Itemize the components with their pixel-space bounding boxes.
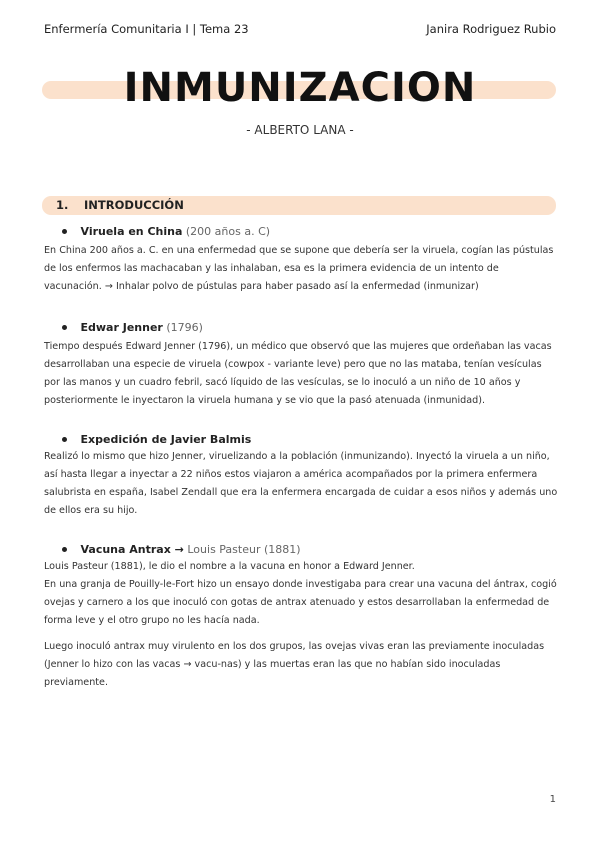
paragraph-block	[44, 558, 558, 692]
paragraph: Tiempo después Edward Jenner (1796), un médico que observó que las mujeres que ordeñaban las vacas desarrollaban una especie de viruela (cowpox - variante leve) pero que no las mataba, tenían vesículas por las manos y un cuadro febril, sacó líquido de las vesículas, se lo inoculó a un niño de 10 años y posteriormente le inyectaron la viruela humana y se vio que la pasó atenuada (inmunidad).	[44, 341, 552, 406]
bullet-note: Louis Pasteur (1881)	[187, 543, 301, 556]
paragraph-block	[44, 242, 558, 296]
section-heading	[56, 198, 184, 212]
author-name: Janira Rodriguez Rubio	[426, 22, 556, 36]
bullet-title: Viruela en China	[80, 225, 183, 238]
course-label: Enfermería Comunitaria I | Tema 23	[44, 22, 249, 36]
page-header	[44, 22, 556, 40]
bullet-heading	[62, 321, 203, 334]
bullet-heading	[62, 543, 301, 556]
page-number: 1	[549, 794, 556, 805]
bullet-heading	[62, 225, 270, 238]
paragraph: En una granja de Pouilly-le-Fort hizo un ensayo donde investigaba para crear una vacuna del ántrax, cogió ovejas y carnero a los que inoculó con gotas de antrax atenuado y estos desarrollaban la enfermedad de forma leve y el otro grupo no les hacía nada.	[44, 579, 557, 626]
section-number: 1.	[56, 198, 69, 212]
paragraph: En China 200 años a. C. en una enfermedad que se supone que debería ser la viruela, cogían las pústulas de los enfermos las machacaban y las inhalaban, esa es la primera evidencia de un intento de vacunación. → Inhalar polvo de pústulas para haber pasado así la enfermedad (inmunizar)	[44, 245, 554, 292]
paragraph: Louis Pasteur (1881), le dio el nombre a la vacuna en honor a Edward Jenner.	[44, 561, 415, 572]
bullet-dot-icon	[62, 325, 67, 330]
paragraph: Luego inoculó antrax muy virulento en los dos grupos, las ovejas vivas eran las previamente inoculadas (Jenner lo hizo con las vacas → vacu-nas) y las muertas eran las que no habían sido inoculadas previamente.	[44, 641, 545, 688]
page-title: INMUNIZACION	[123, 65, 477, 111]
bullet-note: (1796)	[166, 321, 203, 334]
bullet-dot-icon	[62, 547, 67, 552]
paragraph-block	[44, 448, 558, 520]
bullet-heading	[62, 433, 251, 446]
bullet-dot-icon	[62, 437, 67, 442]
bullet-title: Vacuna Antrax →	[80, 543, 184, 556]
subtitle: - ALBERTO LANA -	[246, 123, 354, 137]
bullet-dot-icon	[62, 229, 67, 234]
bullet-title: Edwar Jenner	[80, 321, 163, 334]
bullet-title: Expedición de Javier Balmis	[80, 433, 252, 446]
bullet-note: (200 años a. C)	[185, 225, 271, 238]
paragraph: Realizó lo mismo que hizo Jenner, viruelizando a la población (inmunizando). Inyectó la viruela a un niño, así hasta llegar a inyectar a 22 niños estos viajaron a américa acompañados por la primera enfermera salubrista en españa, Isabel Zendall que era la enfermera encargada de cuidar a esos niños y además uno de ellos era su hijo.	[44, 451, 558, 516]
paragraph-block	[44, 338, 558, 410]
section-title-text: INTRODUCCIÓN	[84, 198, 184, 212]
